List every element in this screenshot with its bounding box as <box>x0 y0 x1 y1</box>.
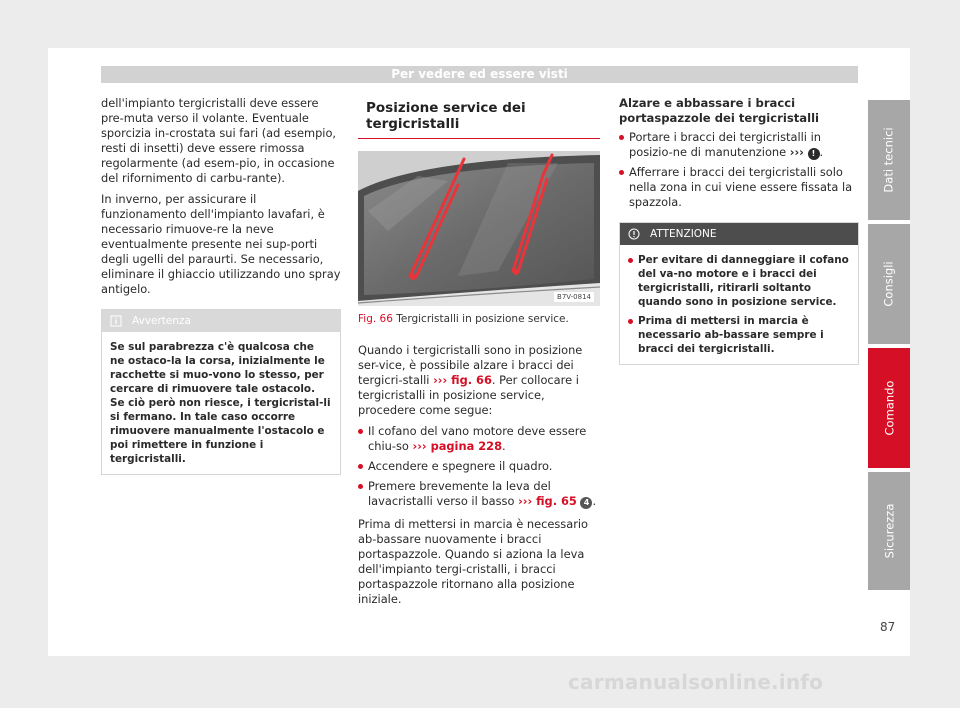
info-icon <box>110 315 122 327</box>
figure-link[interactable]: ››› fig. 65 <box>518 494 577 508</box>
tab-consigli[interactable] <box>868 224 910 344</box>
warning-icon: ! <box>808 148 820 160</box>
subsection-title: Alzare e abbassare i bracci portaspazzole dei tergicristalli <box>619 96 820 125</box>
tab-label: Comando <box>882 380 897 436</box>
tab-dati-tecnici[interactable] <box>868 100 910 220</box>
figure-caption <box>358 312 600 327</box>
list-item: Accendere e spegnere il quadro. <box>358 459 600 474</box>
tab-sicurezza[interactable] <box>868 472 910 590</box>
page-header: Per vedere ed essere visti <box>101 66 858 83</box>
figure-link[interactable]: ››› fig. 66 <box>433 373 492 387</box>
note-text: Se sul parabrezza c'è qualcosa che ne ostaco-la la corsa, inizialmente le racchette si muo-vono lo stesso, per cercare di rimuovere tale ostacolo. Se ciò però non riesce, i tergicristal-li si fermano. In tale caso occorre rimuovere manualmente l'ostacolo e poi rimettere in funzione i tergicristalli. <box>110 341 331 465</box>
text: Il cofano del vano motore deve essere chiu-so <box>368 424 587 453</box>
column-left <box>101 96 341 475</box>
note-header <box>102 310 340 332</box>
warning-box <box>619 222 859 365</box>
text: . <box>592 494 597 508</box>
figure-caption-text: Tergicristalli in posizione service. <box>396 313 569 325</box>
column-right <box>619 96 859 365</box>
list-item <box>358 479 600 509</box>
tab-comando[interactable] <box>868 348 910 468</box>
text: Portare i bracci dei tergicristalli in posizio-ne di manutenzione <box>629 130 821 159</box>
paragraph: dell'impianto tergicristalli deve essere pre-muta verso il volante. Eventuale sporcizia in-crostata sui fari (ad esempio, resti di insetti) deve essere rimossa regolarmente (ad esem-pio, in occasione del rifornimento di carbu-rante). <box>101 96 337 185</box>
warning-body <box>620 245 858 364</box>
list-item: Prima di mettersi in marcia è necessario ab-bassare sempre i bracci dei tergicristalli. <box>628 314 850 356</box>
page-number: 87 <box>880 620 896 634</box>
text: . Per collocare i tergicristalli in posizione service, procedere come segue: <box>358 373 579 417</box>
text: . <box>819 145 824 159</box>
list-item: Afferrare i bracci dei tergicristalli solo nella zona in cui viene essere fissata la spazzola. <box>619 165 859 210</box>
text: Quando i tergicristalli sono in posizione ser-vice, è possibile alzare i bracci dei tergicri-stalli <box>358 343 583 387</box>
list-item <box>358 424 600 454</box>
warning-icon <box>628 228 640 240</box>
paragraph: Prima di mettersi in marcia è necessario ab-bassare nuovamente i bracci portaspazzole. Quando si aziona la leva dell'impianto tergi-cristalli, i bracci portaspazzole ritornano alla posizione iniziale. <box>358 517 589 606</box>
tab-label: Sicurezza <box>882 503 896 559</box>
paragraph <box>358 343 600 418</box>
figure-code: B7V-0814 <box>554 292 594 302</box>
text: . <box>502 439 506 453</box>
list-item <box>619 130 859 160</box>
note-box <box>101 309 341 475</box>
paragraph: In inverno, per assicurare il funzionamento dell'impianto lavafari, è necessario rimuove-re la neve eventualmente presente nei sup-porti degli ugelli del paraurti. Se necessario, eliminare il ghiaccio utilizzando uno spray antigelo. <box>101 192 341 296</box>
tab-label: Dati tecnici <box>882 127 897 193</box>
callout-number: 4 <box>580 497 592 509</box>
note-title: Avvertenza <box>132 315 191 327</box>
warning-header <box>620 223 858 245</box>
figure-label: Fig. 66 <box>358 313 393 325</box>
watermark: carmanualsonline.info <box>568 670 824 694</box>
list-item: Per evitare di danneggiare il cofano del va-no motore e i bracci dei tergicristalli, ritirarli soltanto quando sono in posizione service. <box>628 253 850 309</box>
page-link[interactable]: ››› pagina 228 <box>412 439 502 453</box>
wiper-illustration <box>358 151 600 306</box>
section-title: Posizione service dei tergicristalli <box>358 96 600 139</box>
tab-label: Consigli <box>882 261 897 307</box>
wiper-figure <box>358 151 600 306</box>
column-middle <box>358 96 600 613</box>
warning-title: ATTENZIONE <box>650 228 717 240</box>
warning-link[interactable]: ››› <box>789 145 804 159</box>
text: Premere brevemente la leva del lavacristalli verso il basso <box>368 479 551 508</box>
